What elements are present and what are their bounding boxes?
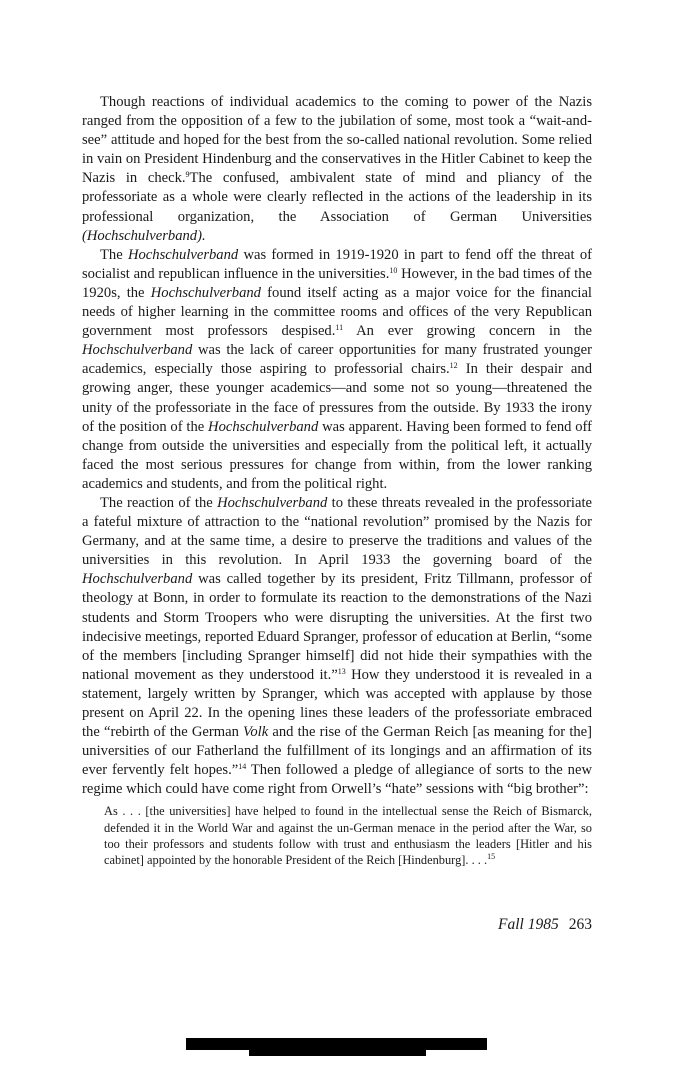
italic-term: Hochschulverband bbox=[82, 342, 193, 359]
text-run: In their despair and growing anger, these younger academics—and some not so young—threatened the unity of the professoriate in the face of pressures from the outside. By 1933 the irony of the position of the bbox=[82, 361, 592, 435]
paragraph bbox=[82, 246, 592, 494]
footnote-ref: 10 bbox=[389, 265, 398, 275]
italic-term: Hochschulverband bbox=[127, 246, 239, 263]
article-body bbox=[82, 93, 592, 868]
page-footer bbox=[498, 916, 592, 934]
text-run: was called together by its president, Fritz Tillmann, professor of theology at Bonn, in order to formulate its reaction to the demonstrations of the Nazi students and Storm Troopers who were disrupting the universities. At the first two indecisive meetings, reported Eduard Spranger, professor of education at Berlin, “some of the members [including Spranger himself] did not hide their sympathies with the national movement as they understood it.” bbox=[82, 571, 592, 683]
text-run: Then followed a pledge of allegiance of sorts to the new regime which could have come right from Orwell’s “hate” sessions with “big brother”: bbox=[82, 762, 592, 798]
footnote-ref: 12 bbox=[449, 361, 458, 371]
text-run: was apparent. Having been formed to fend off change from outside the universities and especially from the political left, it actually faced the most serious pressures for change from within, from the lower ranking academics and students, and from the political right. bbox=[82, 418, 592, 492]
text-run: and the rise of the German Reich [as meaning for the] universities of our Fatherland the fulfillment of its longings and an affirmation of its ever fervently felt hopes.” bbox=[82, 724, 593, 779]
text-run: The bbox=[100, 246, 128, 263]
text-run: to these threats revealed in the professoriate a fateful mixture of attraction to the “national revolution” promised by the Nazis for Germany, and at the same time, a desire to preserve the traditions and values of the universities in this revolution. In April 1933 the governing board of the bbox=[82, 494, 592, 569]
text-run: The confused, ambivalent state of mind and pliancy of the professoriate as a whole were clearly reflected in the actions of the leadership in its professional organization, the Association of German Universities bbox=[82, 170, 592, 225]
italic-term: Volk bbox=[243, 724, 269, 741]
text-run: However, in the bad times of the 1920s, the bbox=[82, 265, 592, 301]
text-run: As . . . [the universities] have helped to found in the intellectual sense the Reich of Bismarck, defended it in the World War and against the un-German menace in the period after the War, so too their professors and students follow with trust and enthusiasm the leaders [Hitler and his cabinet] appointed by the honorable President of the Reich [Hindenburg]. . . . bbox=[104, 804, 592, 867]
paragraph bbox=[82, 93, 592, 246]
italic-term: (Hochschulverband). bbox=[82, 227, 206, 244]
footnote-ref: 14 bbox=[238, 762, 247, 772]
paragraph bbox=[82, 494, 592, 800]
text-run: The reaction of the bbox=[100, 494, 218, 511]
scan-edge-mark-lower bbox=[249, 1048, 426, 1056]
page-number: 263 bbox=[568, 916, 592, 933]
text-run: was formed in 1919-1920 in part to fend off the threat of socialist and republican influence in the universities. bbox=[82, 246, 592, 282]
italic-term: Hochschulverband bbox=[150, 284, 261, 301]
italic-term: Hochschulverband bbox=[208, 418, 319, 435]
footnote-ref: 15 bbox=[487, 851, 496, 861]
text-run: was the lack of career opportunities for many frustrated younger academics, especially those aspiring to professorial chairs. bbox=[82, 342, 592, 378]
text-run: How they understood it is revealed in a statement, largely written by Spranger, which was accepted with applause by those present on April 22. In the opening lines these leaders of the professoriate embraced the “rebirth of the German bbox=[82, 666, 592, 741]
block-quote bbox=[104, 803, 592, 867]
journal-issue: Fall 1985 bbox=[498, 916, 559, 933]
italic-term: Hochschulverband bbox=[82, 571, 193, 588]
text-run: found itself acting as a major voice for the financial needs of higher learning in the committee rooms and offices of the very Republican government most professors despised. bbox=[82, 284, 592, 340]
text-run: Though reactions of individual academics to the coming to power of the Nazis ranged from the opposition of a few to the jubilation of some, most took a “wait-and-see” attitude and hoped for the best from the so-called national revolution. Some relied in vain on President Hindenburg and the conservatives in the Hitler Cabinet to keep the Nazis in check. bbox=[82, 94, 592, 187]
footnote-ref: 11 bbox=[335, 323, 344, 333]
italic-term: Hochschulverband bbox=[217, 494, 328, 511]
footnote-ref: 9 bbox=[185, 170, 190, 180]
text-run: An ever growing concern in the bbox=[343, 323, 592, 340]
footnote-ref: 13 bbox=[337, 666, 346, 676]
